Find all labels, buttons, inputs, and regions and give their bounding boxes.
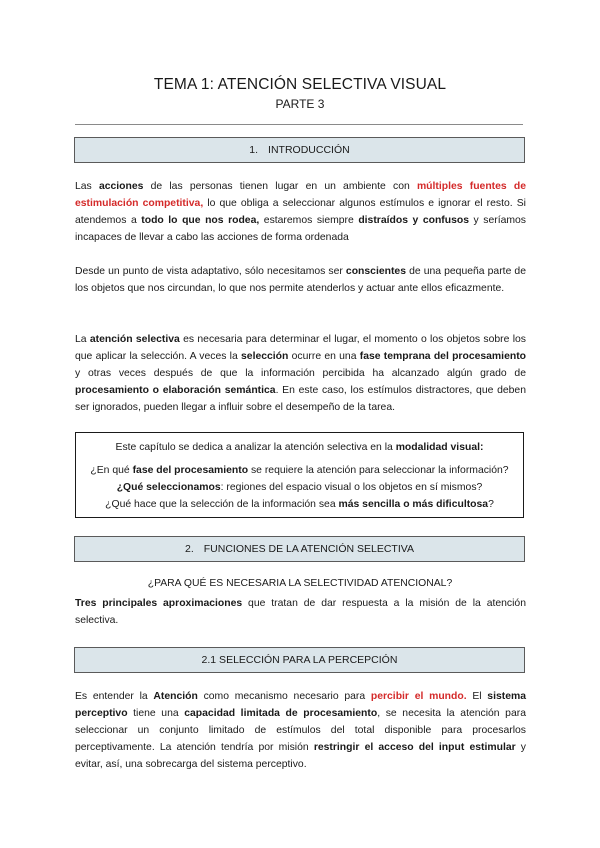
page-subtitle: PARTE 3: [275, 97, 325, 111]
keyword: fase temprana del procesamiento: [359, 351, 526, 362]
highlight-red: percibir el mundo.: [370, 691, 467, 702]
intro-paragraph-2: Desde un punto de vista adaptativo, sólo necesitamos ser conscientes de una pequeña parte de los objetos que nos circundan, lo que nos permite atenderlos y actuar ante ellos eficazmente.: [75, 266, 526, 294]
intro-paragraph-1: Las acciones de las personas tienen lugar en un ambiente con múltiples fuentes de estimulación competitiva, lo que obliga a seleccionar algunos estímulos e ignorar el resto. Si atendemos a todo lo que nos rodea, estaremos siempre distraídos y confusos y seríamos incapaces de llevar a cabo las acciones de forma ordenada: [75, 181, 527, 243]
keyword: conscientes: [345, 266, 406, 277]
page-title: TEMA 1: ATENCIÓN SELECTIVA VISUAL: [153, 76, 447, 93]
keyword: selección: [241, 351, 289, 362]
box-line-3: ¿Qué seleccionamos: regiones del espacio visual o los objetos en sí mismos?: [116, 482, 483, 493]
box-line-4: ¿Qué hace que la selección de la información sea más sencilla o más dificultosa?: [105, 499, 494, 510]
keyword: sistema perceptivo: [75, 691, 526, 719]
percepcion-paragraph: Es entender la Atención como mecanismo necesario para percibir el mundo. El sistema perceptivo tiene una capacidad limitada de procesamiento, se necesita la atención para seleccionar un conjunto limitado de estímulos del total disponible para procesarlos perceptivamente. La atención tendría por misión restringir el acceso del input estimular y evitar, así, una sobrecarga del sistema perceptivo.: [75, 691, 526, 770]
keyword: Tres principales aproximaciones: [75, 598, 243, 609]
keyword: atención selectiva: [89, 334, 180, 345]
chapter-summary-box: [75, 432, 524, 518]
keyword: distraídos y confusos: [358, 215, 470, 226]
section-heading-introduccion: [74, 137, 525, 163]
section-label: FUNCIONES DE LA ATENCIÓN SELECTIVA: [203, 543, 414, 555]
highlight-red: múltiples fuentes de estimulación competitiva,: [75, 181, 527, 209]
box-line-1: Este capítulo se dedica a analizar la atención selectiva en la modalidad visual:: [115, 442, 484, 453]
keyword: procesamiento o elaboración semántica: [75, 385, 276, 396]
intro-paragraph-3: La atención selectiva es necesaria para determinar el lugar, el momento o los objetos sobre los que aplicar la selección. A veces la selección ocurre en una fase temprana del procesamiento y otras veces después de que la información percibida ha alcanzado algún grado de procesamiento o elaboración semántica. En este caso, los estímulos distractores, que deben ser ignorados, pueden llegar a influir sobre el desempeño de la tarea.: [75, 334, 526, 413]
section-number: 1.: [249, 144, 259, 156]
title-divider: [75, 124, 523, 125]
section-heading-funciones: [74, 536, 525, 562]
section-label: INTRODUCCIÓN: [268, 144, 350, 156]
keyword: acciones: [98, 181, 144, 192]
keyword: restringir el acceso del input estimular: [313, 742, 516, 753]
keyword: capacidad limitada de procesamiento: [184, 708, 378, 719]
keyword: Atención: [153, 691, 198, 702]
section-label: 2.1 SELECCIÓN PARA LA PERCEPCIÓN: [201, 654, 398, 666]
section-heading-seleccion-percepcion: [74, 647, 525, 673]
keyword: todo lo que nos rodea,: [141, 215, 260, 226]
section-number: 2.: [184, 543, 194, 555]
box-line-2: ¿En qué fase del procesamiento se requiere la atención para seleccionar la información?: [90, 465, 509, 476]
funciones-question: ¿PARA QUÉ ES NECESARIA LA SELECTIVIDAD ATENCIONAL?: [147, 578, 453, 589]
funciones-paragraph: Tres principales aproximaciones que tratan de dar respuesta a la misión de la atención selectiva.: [75, 598, 526, 626]
